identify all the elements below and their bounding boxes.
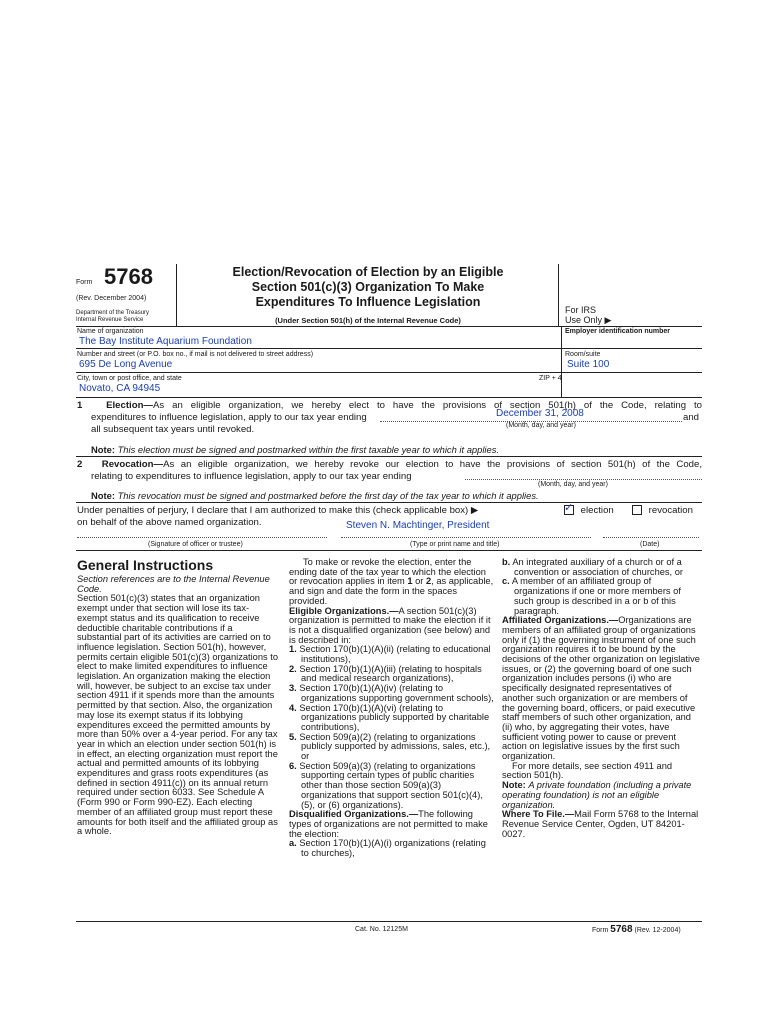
list-item-number: b. <box>502 557 511 567</box>
room-field[interactable]: Suite 100 <box>567 359 610 370</box>
item-1-date-field[interactable]: December 31, 2008 <box>496 408 584 419</box>
name-title-line <box>341 537 591 538</box>
list-item <box>289 645 494 664</box>
item-1-number: 1 <box>77 400 83 411</box>
list-item <box>289 665 494 684</box>
note-label: Note: <box>502 780 526 791</box>
signature-rule <box>76 550 702 551</box>
header-divider-left <box>176 264 177 327</box>
perjury-line-2: on behalf of the above named organization. <box>77 517 262 528</box>
intro-item-1: 1 <box>407 576 413 587</box>
intro-or: or <box>415 576 424 587</box>
election-checkbox-group <box>564 502 614 516</box>
catalog-number: Cat. No. 12125M <box>355 926 408 933</box>
checkmark-icon: ✓ <box>564 502 574 515</box>
election-checkbox[interactable] <box>564 502 574 515</box>
form-number: 5768 <box>104 264 153 289</box>
list-item-number: c. <box>502 576 510 587</box>
item-1-note-label: Note: <box>91 444 115 455</box>
where-text: Mail Form 5768 to the Internal Revenue Service Center, Ogden, UT 84201-0027. <box>502 809 699 839</box>
affiliated-text: Organizations are members of an affiliated group of organizations only if (1) the governing instrument of one such organization requires it to be bound by the decisions of the other organization on legislative issues, or (2) the governing board of one such organization includes persons (i) who are specifically designated representatives of another such organization or are members of the governing board, officers, or paid executive staff members of such other organization, and (ii) who, by aggregating their votes, have sufficient voting power to cause or prevent action on legislative issues by the first such organization. <box>502 615 700 762</box>
instructions-column-1 <box>77 575 279 837</box>
item-2-note <box>91 490 539 501</box>
row-rule-2 <box>76 372 702 373</box>
list-item <box>289 704 494 733</box>
irs-use-only <box>565 305 611 325</box>
list-item-text: Section 509(a)(3) (relating to organizations supporting certain types of public charities other than those section 509(a)(3) organizations that support section 501(c)(4), (5), or (6) organizations). <box>299 760 483 810</box>
name-title-caption: (Type or print name and title) <box>410 541 500 548</box>
eligible-text: A section 501(c)(3) organization is permitted to make the election if it is not a disqualified organization (see below) and is described in: <box>289 605 491 645</box>
list-item-text: Section 170(b)(1)(A)(ii) (relating to educational institutions), <box>299 644 491 665</box>
instructions-heading: General Instructions <box>77 557 214 573</box>
revocation-checkbox-group <box>632 505 693 516</box>
row-rule-3 <box>76 397 702 398</box>
header-divider-right <box>558 264 559 327</box>
date-field[interactable] <box>603 525 699 537</box>
footer-rule <box>76 921 702 922</box>
make-revoke-paragraph <box>289 558 494 607</box>
affiliated-heading: Affiliated Organizations.— <box>502 615 619 626</box>
room-label: Room/suite <box>565 351 601 358</box>
item-1-note-text: This election must be signed and postmarked within the first taxable year to which it applies. <box>117 444 500 455</box>
list-item-text: A member of an affiliated group of organizations if one or more members of such group is described in a or b of this paragraph. <box>511 576 681 616</box>
org-name-field[interactable]: The Bay Institute Aquarium Foundation <box>79 336 252 347</box>
instructions-column-3 <box>502 558 702 839</box>
list-item-number: 2. <box>289 663 297 674</box>
where-to-file <box>502 810 702 839</box>
signature-line <box>77 537 327 538</box>
where-heading: Where To File.— <box>502 809 575 820</box>
item-1-title: Election— <box>106 400 154 411</box>
item-1-text-c: all subsequent tax years until revoked. <box>91 424 255 435</box>
irs-use-line-2: Use Only ▶ <box>565 315 612 325</box>
street-label: Number and street (or P.O. box no., if mail is not delivered to street address) <box>77 351 314 358</box>
item-1-election <box>77 400 702 436</box>
list-item-number: 5. <box>289 731 297 742</box>
date-line <box>603 537 699 538</box>
city-field[interactable]: Novato, CA 94945 <box>79 383 161 394</box>
ein-label: Employer identification number <box>565 328 671 335</box>
list-item <box>289 762 494 811</box>
eligible-list <box>289 645 494 810</box>
item-2-text-a: As an eligible organization, we hereby revoke our election to have the provisions of section 501(h) of the Code, <box>163 459 702 470</box>
list-item-text: Section 509(a)(2) (relating to organizations publicly supported by admissions, sales, etc.), or <box>299 731 491 762</box>
row-rule-1 <box>76 348 702 349</box>
item-2-date-caption: (Month, day, and year) <box>538 481 608 488</box>
list-item-number: a. <box>289 838 297 849</box>
section-references: Section references are to the Internal Revenue Code. <box>77 574 270 594</box>
item-1-and: and <box>683 412 700 423</box>
agency-line: Internal Revenue Service <box>76 317 144 323</box>
list-item-text: An integrated auxiliary of a church or of a convention or association of churches, or <box>512 557 683 577</box>
revision-date: (Rev. December 2004) <box>76 295 147 302</box>
footer-form-word: Form <box>592 927 609 934</box>
irs-use-line-1: For IRS <box>565 305 597 315</box>
city-label: City, town or post office, and state <box>77 375 182 382</box>
eligible-heading: Eligible Organizations.— <box>289 605 399 616</box>
form-title <box>178 265 558 310</box>
signer-name-field[interactable]: Steven N. Machtinger, President <box>346 520 490 531</box>
list-item-text: Section 170(b)(1)(A)(iv) (relating to organizations supporting government schools), <box>299 683 494 703</box>
form-word: Form <box>76 279 93 286</box>
list-item-text: Section 170(b)(1)(A)(vi) (relating to organizations publicly supported by charitable contributions), <box>299 702 490 732</box>
department-line: Department of the Treasury <box>76 310 150 316</box>
revocation-checkbox[interactable] <box>632 505 642 515</box>
footer-form-id <box>592 924 681 935</box>
ein-field[interactable] <box>562 336 702 348</box>
list-item-text: Section 170(b)(1)(A)(iii) (relating to hospitals and medical research organizations), <box>299 663 482 684</box>
item-2-note-text: This revocation must be signed and postmarked before the first day of the tax year to which it applies. <box>117 490 539 501</box>
item-1-text-a: As an eligible organization, we hereby elect to have the provisions of section 501(h) of the Code, relating to <box>153 400 702 411</box>
more-details: For more details, see section 4911 and section 501(h). <box>502 760 673 781</box>
header-bottom-rule <box>76 326 702 327</box>
section-501c3-paragraph: Section 501(c)(3) states that an organization exempt under that section will lose its tax-exempt status and its qualification to receive deductible charitable contributions if a substantial part of its activities are carried on to influence legislation. Section 501(h), however, permits certain eligible 501(c)(3) organizations to elect to make limited expenditures to influence legislation. An organization making the election will, however, be subject to an excise tax under section 4911 if it spends more than the amounts permitted by that section. Also, the organization may lose its exempt status if its lobbying expenditures exceed the permitted amounts by more than 50% over a 4-year period. For any tax year in which an election under section 501(h) is in effect, an electing organization must report the actual and permitted amounts of its lobbying expenditures and grass roots expenditures (as defined in section 4911(c)) on its annual return required under section 6033. See Schedule A (Form 990 or Form 990-EZ). Each electing member of an affiliated group must report these amounts for both itself and the affiliated group as a whole. <box>77 593 279 837</box>
list-item <box>289 733 494 762</box>
disqualified-text: The following types of organizations are not permitted to make the election: <box>289 809 488 839</box>
org-name-label: Name of organization <box>77 328 144 335</box>
form-subtitle: (Under Section 501(h) of the Internal Revenue Code) <box>275 316 461 325</box>
item-2-rule <box>76 502 702 503</box>
revocation-checkbox-label: revocation <box>648 505 693 516</box>
item-2-note-label: Note: <box>91 490 115 501</box>
item-1-note <box>91 444 499 455</box>
disqualified-paragraph <box>289 810 494 839</box>
list-item-number: 1. <box>289 644 297 655</box>
private-foundation-note <box>502 781 702 810</box>
item-2-title: Revocation— <box>101 459 164 470</box>
list-item-number: 3. <box>289 683 297 694</box>
intro-item-2: 2 <box>426 576 432 587</box>
item-1-text-b: expenditures to influence legislation, apply to our tax year ending <box>91 412 367 423</box>
list-item <box>502 577 702 616</box>
affiliated-paragraph <box>502 616 702 762</box>
zip-field[interactable] <box>560 374 700 394</box>
street-field[interactable]: 695 De Long Avenue <box>79 359 173 370</box>
election-checkbox-label: election <box>580 505 614 516</box>
item-1-date-caption: (Month, day, and year) <box>506 422 576 429</box>
eligible-paragraph <box>289 607 494 646</box>
item-2-text-b: relating to expenditures to influence legislation, apply to our tax year ending <box>91 471 412 482</box>
list-item-number: 4. <box>289 702 297 713</box>
title-line-1: Election/Revocation of Election by an Eligible <box>232 265 504 279</box>
list-item <box>289 839 494 858</box>
intro-text: To make or revoke the election, enter the ending date of the tax year to which the election or revocation applies in item <box>289 557 486 587</box>
item-2-date-field[interactable] <box>465 470 702 480</box>
zip-label: ZIP + 4 <box>539 375 562 382</box>
footer-rev: (Rev. 12-2004) <box>634 927 681 934</box>
list-item-number: 6. <box>289 760 297 771</box>
item-1-rule <box>76 456 702 457</box>
signature-field[interactable] <box>77 525 327 537</box>
list-item-text: Section 170(b)(1)(A)(i) organizations (relating to churches), <box>299 838 486 859</box>
disqualified-heading: Disqualified Organizations.— <box>289 809 419 820</box>
list-item <box>289 684 494 703</box>
list-item <box>502 558 702 577</box>
footer-form-number: 5768 <box>610 924 633 935</box>
intro-end: , as applicable, and sign and date the form in the spaces provided. <box>289 576 494 606</box>
perjury-line-1: Under penalties of perjury, I declare that I am authorized to make this (check applicable box) ▶ <box>77 505 479 516</box>
note-text: A private foundation (including a private operating foundation) is not an eligible organization. <box>502 780 692 810</box>
item-2-number: 2 <box>77 459 83 470</box>
date-caption: (Date) <box>640 541 660 548</box>
title-line-3: Expenditures To Influence Legislation <box>255 295 481 309</box>
signature-caption: (Signature of officer or trustee) <box>148 541 243 548</box>
title-line-2: Section 501(c)(3) Organization To Make <box>251 280 485 294</box>
instructions-column-2 <box>289 558 494 859</box>
